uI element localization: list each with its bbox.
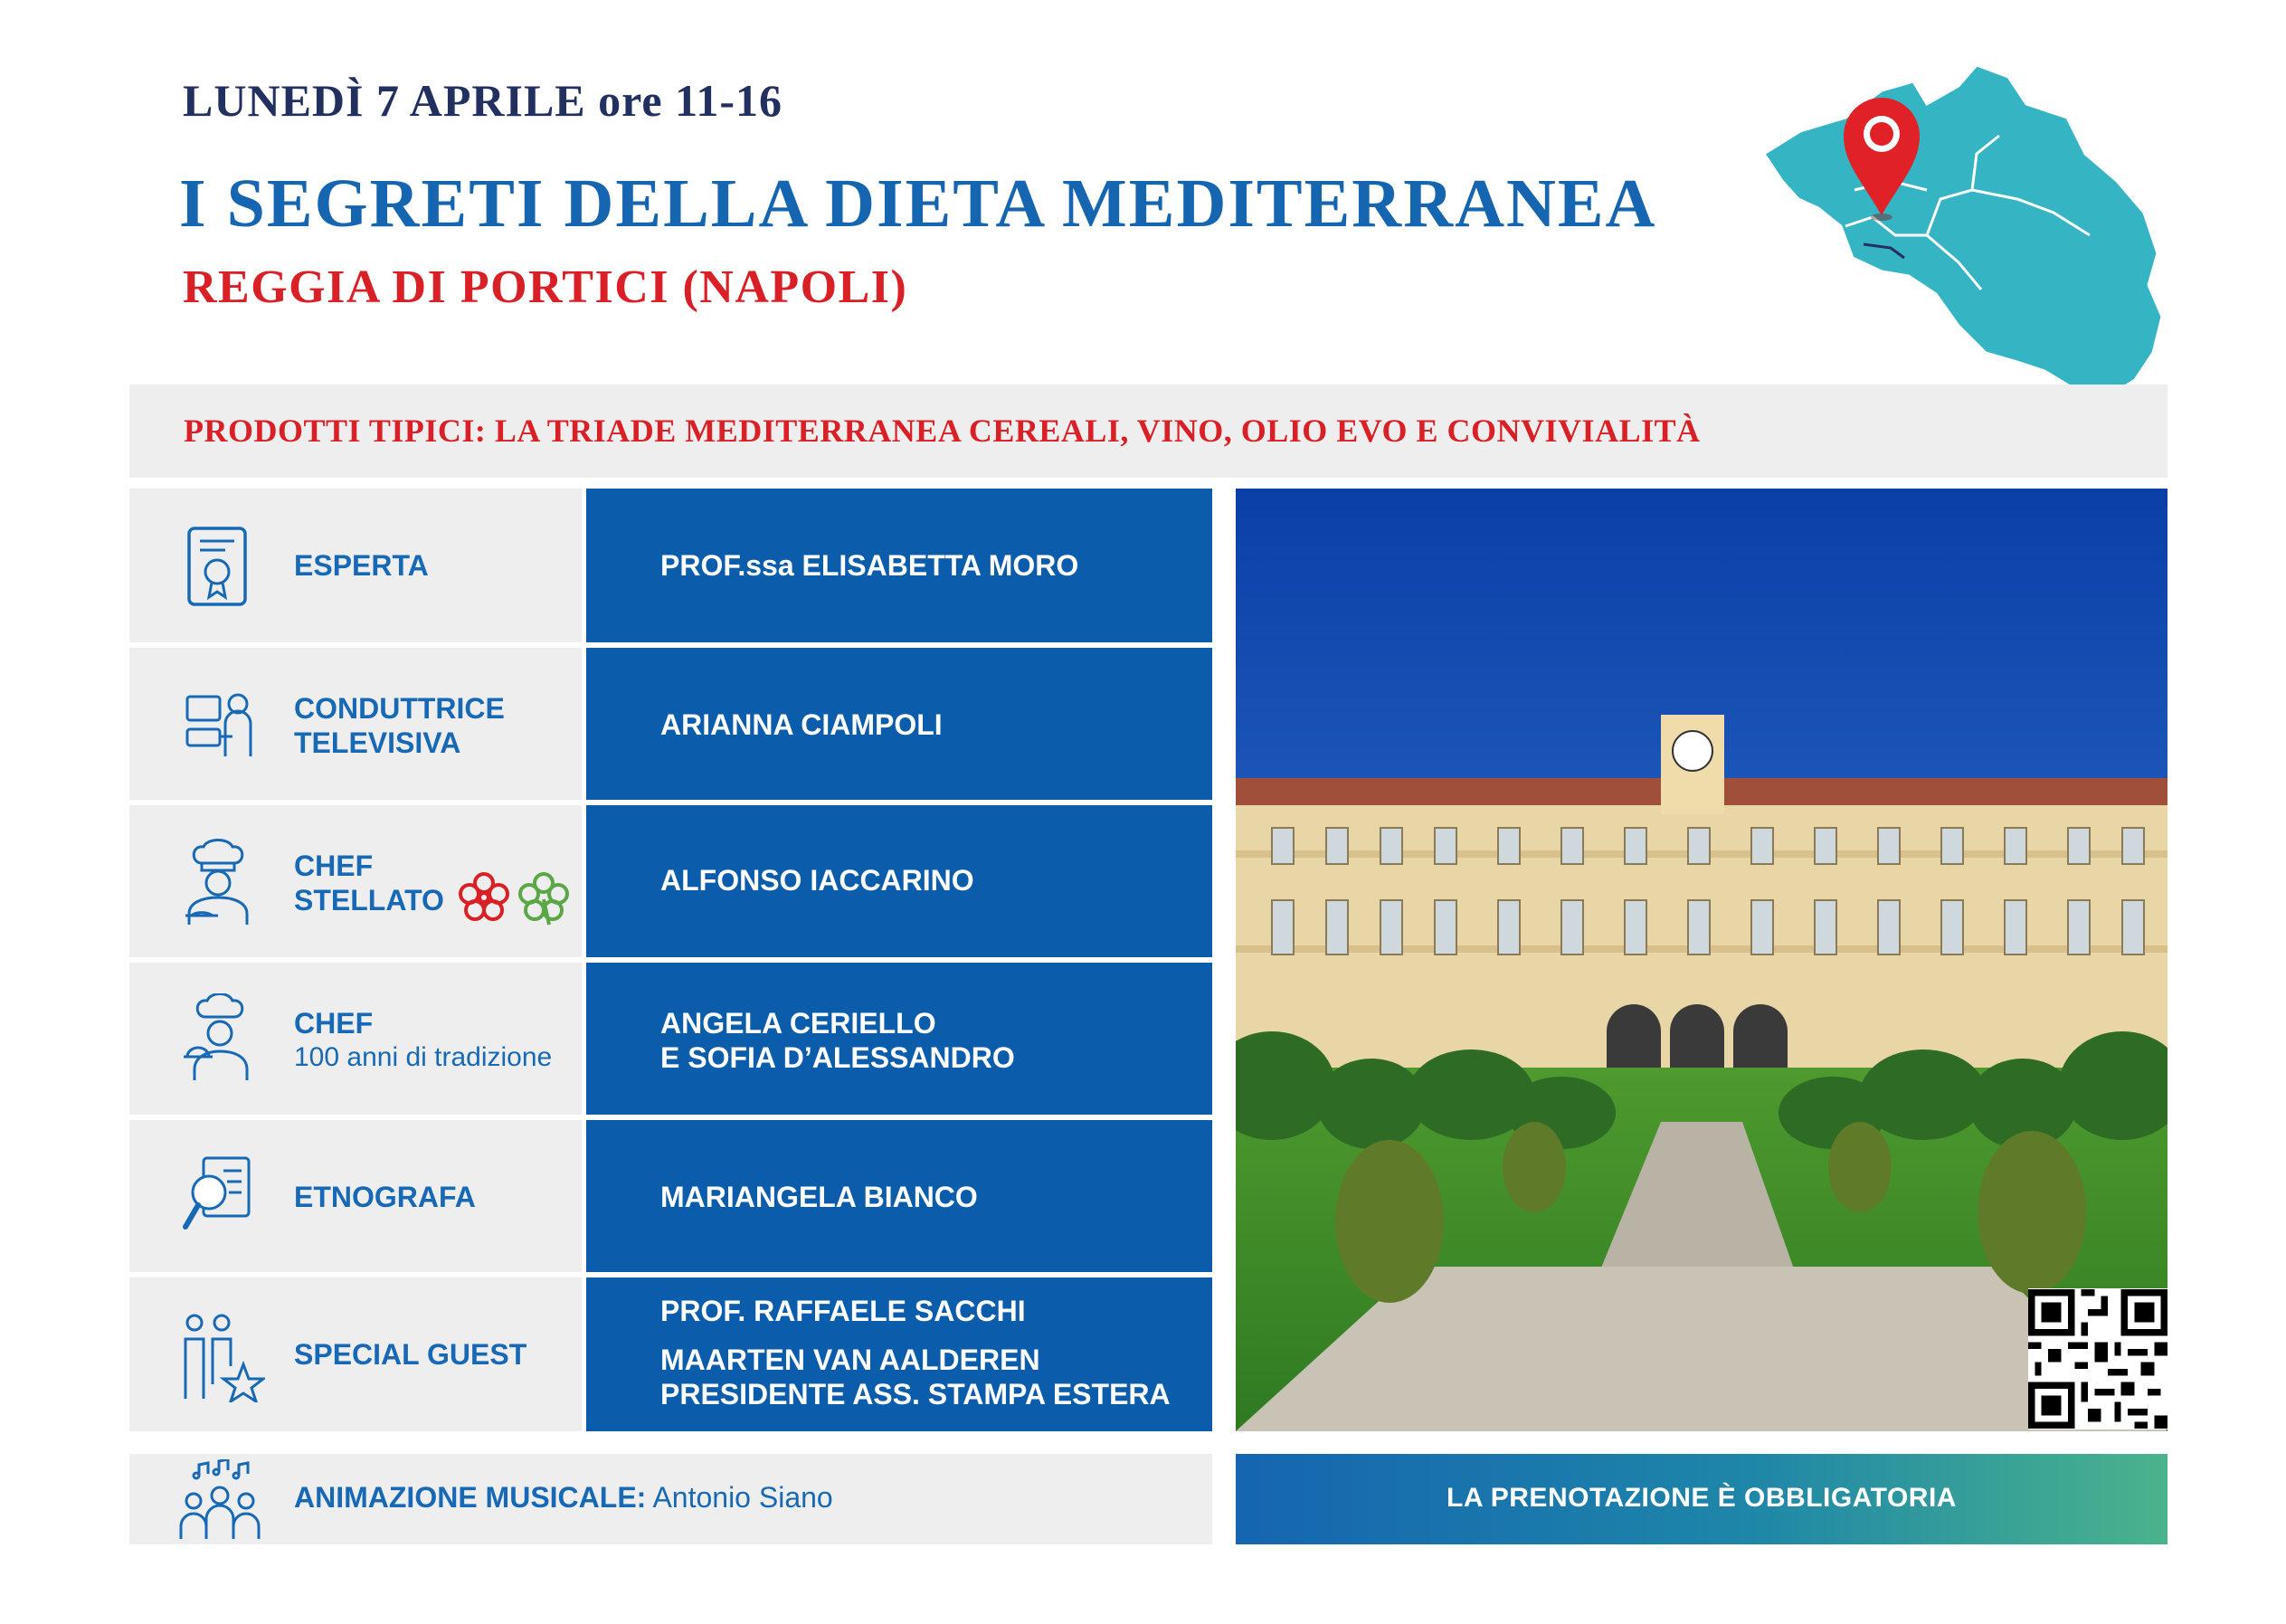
chef-icon (182, 838, 254, 928)
role-cell-chef-tradizione (129, 963, 582, 1115)
name-cell-special-guest (586, 1277, 1212, 1431)
event-title: I SEGRETI DELLA DIETA MEDITERRANEA (179, 166, 1657, 242)
booking-required-text: LA PRENOTAZIONE È OBBLIGATORIA (1447, 1483, 1957, 1513)
speaker-name: PROF. RAFFAELE SACCHI (660, 1295, 1026, 1327)
role-label: CHEF STELLATO (294, 850, 444, 916)
theme-banner-text: PRODOTTI TIPICI: LA TRIADE MEDITERRANEA CEREALI, VINO, OLIO EVO E CONVIVIALITÀ (184, 413, 1701, 449)
name-cell-chef-tradizione (586, 963, 1212, 1115)
event-date-time: LUNEDÌ 7 APRILE ore 11-16 (183, 75, 783, 126)
role-label: ETNOGRAFA (294, 1181, 476, 1213)
role-label: ESPERTA (294, 549, 429, 582)
magnifier-document-icon (182, 1154, 254, 1238)
music-entertainment-bar (129, 1454, 1212, 1544)
certificate-icon (182, 525, 254, 608)
role-cell-esperta (129, 489, 582, 642)
role-label: CONDUTTRICE TELEVISIVA (294, 692, 505, 759)
role-cell-special-guest (129, 1277, 582, 1431)
music-entertainment-text: ANIMAZIONE MUSICALE: Antonio Siano (294, 1481, 833, 1514)
role-cell-etnografa (129, 1120, 582, 1272)
name-cell-esperta (586, 489, 1212, 642)
campania-map-icon (1746, 54, 2171, 407)
speaker-name: ALFONSO IACCARINO (660, 864, 974, 897)
role-cell-chef-stellato (129, 805, 582, 957)
chef-serving-icon (182, 993, 254, 1084)
name-cell-etnografa (586, 1120, 1212, 1272)
name-cell-conduttrice (586, 648, 1212, 800)
speaker-name: ARIANNA CIAMPOLI (660, 708, 943, 741)
guests-star-icon (175, 1312, 265, 1402)
speaker-name: MARIANGELA BIANCO (660, 1181, 978, 1213)
booking-required-bar (1236, 1454, 2167, 1544)
speaker-name: ANGELA CERIELLO E SOFIA D’ALESSANDRO (660, 1007, 1015, 1074)
michelin-stars-icon (455, 865, 573, 928)
event-location: REGGIA DI PORTICI (NAPOLI) (183, 261, 908, 313)
tv-presenter-icon (182, 684, 254, 767)
speaker-name: MAARTEN VAN AALDEREN PRESIDENTE ASS. STAMPA ESTERA (660, 1344, 1171, 1410)
musicians-icon (179, 1459, 261, 1541)
qr-code[interactable] (2028, 1288, 2167, 1429)
role-cell-conduttrice (129, 648, 582, 800)
speaker-name: PROF.ssa ELISABETTA MORO (660, 549, 1079, 582)
theme-banner (129, 385, 2167, 478)
role-label: CHEF 100 anni di tradizione (294, 1007, 553, 1072)
role-label: SPECIAL GUEST (294, 1338, 527, 1371)
name-cell-chef-stellato (586, 805, 1212, 957)
